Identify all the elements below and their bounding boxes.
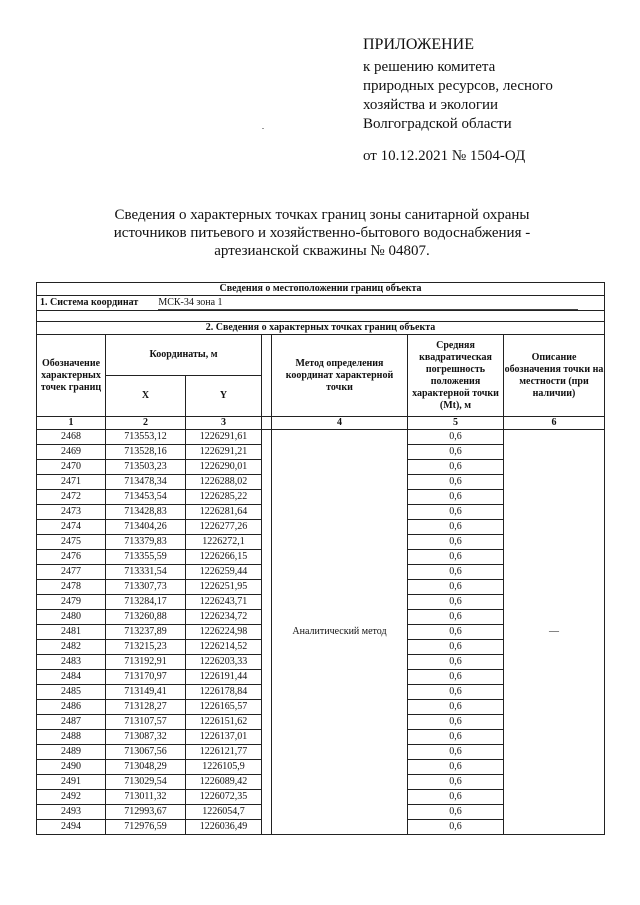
appendix-block bbox=[363, 35, 553, 134]
error-cell: 0,6 bbox=[408, 715, 504, 730]
error-cell: 0,6 bbox=[408, 760, 504, 775]
point-id-cell: 2477 bbox=[37, 565, 106, 580]
point-id-cell: 2474 bbox=[37, 520, 106, 535]
error-cell: 0,6 bbox=[408, 655, 504, 670]
error-cell: 0,6 bbox=[408, 805, 504, 820]
y-coord-cell: 1226089,42 bbox=[186, 775, 262, 790]
x-coord-cell: 713307,73 bbox=[106, 580, 186, 595]
description-cell: — bbox=[504, 430, 605, 835]
error-cell: 0,6 bbox=[408, 520, 504, 535]
x-coord-cell: 713553,12 bbox=[106, 430, 186, 445]
decision-date: от 10.12.2021 № 1504-ОД bbox=[363, 148, 526, 164]
x-coord-cell: 713528,16 bbox=[106, 445, 186, 460]
col-number: 4 bbox=[272, 417, 408, 430]
col-coords-header: Координаты, м bbox=[106, 335, 262, 376]
y-coord-cell: 1226121,77 bbox=[186, 745, 262, 760]
boundary-points-table bbox=[36, 282, 605, 835]
y-coord-cell: 1226214,52 bbox=[186, 640, 262, 655]
scan-speck bbox=[262, 128, 264, 129]
col-desc-header: Описание обозначения точки на местности (при наличии) bbox=[504, 335, 605, 417]
point-id-cell: 2480 bbox=[37, 610, 106, 625]
error-cell: 0,6 bbox=[408, 550, 504, 565]
point-id-cell: 2476 bbox=[37, 550, 106, 565]
error-cell: 0,6 bbox=[408, 460, 504, 475]
appendix-line: хозяйства и экологии bbox=[363, 97, 499, 113]
y-coord-cell: 1226105,9 bbox=[186, 760, 262, 775]
coord-system-row bbox=[37, 296, 605, 311]
x-coord-cell: 713503,23 bbox=[106, 460, 186, 475]
y-coord-cell: 1226266,15 bbox=[186, 550, 262, 565]
x-coord-cell: 713478,34 bbox=[106, 475, 186, 490]
error-cell: 0,6 bbox=[408, 820, 504, 835]
point-id-cell: 2470 bbox=[37, 460, 106, 475]
appendix-line: к решению комитета bbox=[363, 59, 496, 75]
point-id-cell: 2482 bbox=[37, 640, 106, 655]
x-coord-cell: 713260,88 bbox=[106, 610, 186, 625]
error-cell: 0,6 bbox=[408, 745, 504, 760]
y-coord-cell: 1226291,61 bbox=[186, 430, 262, 445]
y-coord-cell: 1226072,35 bbox=[186, 790, 262, 805]
y-coord-cell: 1226251,95 bbox=[186, 580, 262, 595]
y-coord-cell: 1226277,26 bbox=[186, 520, 262, 535]
x-coord-cell: 713149,41 bbox=[106, 685, 186, 700]
col-number: 2 bbox=[106, 417, 186, 430]
point-id-cell: 2479 bbox=[37, 595, 106, 610]
x-coord-cell: 713237,89 bbox=[106, 625, 186, 640]
point-id-cell: 2468 bbox=[37, 430, 106, 445]
y-coord-cell: 1226281,64 bbox=[186, 505, 262, 520]
x-coord-cell: 713453,54 bbox=[106, 490, 186, 505]
blank-row bbox=[37, 311, 605, 322]
point-id-cell: 2484 bbox=[37, 670, 106, 685]
point-id-cell: 2491 bbox=[37, 775, 106, 790]
error-cell: 0,6 bbox=[408, 535, 504, 550]
error-cell: 0,6 bbox=[408, 775, 504, 790]
point-id-cell: 2475 bbox=[37, 535, 106, 550]
appendix-title: ПРИЛОЖЕНИЕ bbox=[363, 36, 475, 53]
x-coord-cell: 713379,83 bbox=[106, 535, 186, 550]
y-coord-cell: 1226178,84 bbox=[186, 685, 262, 700]
col-x-header: X bbox=[106, 376, 186, 417]
error-cell: 0,6 bbox=[408, 700, 504, 715]
x-coord-cell: 713011,32 bbox=[106, 790, 186, 805]
table-row bbox=[37, 430, 605, 445]
point-id-cell: 2471 bbox=[37, 475, 106, 490]
point-id-cell: 2483 bbox=[37, 655, 106, 670]
x-coord-cell: 713355,59 bbox=[106, 550, 186, 565]
point-id-cell: 2486 bbox=[37, 700, 106, 715]
point-id-cell: 2488 bbox=[37, 730, 106, 745]
col-number: 6 bbox=[504, 417, 605, 430]
col-error-header: Средняя квадратическая погрешность положения характерной точки (Mt), м bbox=[408, 335, 504, 417]
error-cell: 0,6 bbox=[408, 475, 504, 490]
y-coord-cell: 1226137,01 bbox=[186, 730, 262, 745]
x-coord-cell: 713284,17 bbox=[106, 595, 186, 610]
x-coord-cell: 713087,32 bbox=[106, 730, 186, 745]
error-cell: 0,6 bbox=[408, 430, 504, 445]
point-id-cell: 2489 bbox=[37, 745, 106, 760]
point-id-cell: 2487 bbox=[37, 715, 106, 730]
point-id-cell: 2490 bbox=[37, 760, 106, 775]
error-cell: 0,6 bbox=[408, 625, 504, 640]
y-coord-cell: 1226151,62 bbox=[186, 715, 262, 730]
coord-system-label: 1. Система координат bbox=[40, 296, 139, 308]
y-coord-cell: 1226272,1 bbox=[186, 535, 262, 550]
x-coord-cell: 713404,26 bbox=[106, 520, 186, 535]
y-coord-cell: 1226243,71 bbox=[186, 595, 262, 610]
error-cell: 0,6 bbox=[408, 505, 504, 520]
y-coord-cell: 1226054,7 bbox=[186, 805, 262, 820]
error-cell: 0,6 bbox=[408, 610, 504, 625]
y-coord-cell: 1226165,57 bbox=[186, 700, 262, 715]
col-point-header: Обозначение характерных точек границ bbox=[37, 335, 106, 417]
error-cell: 0,6 bbox=[408, 790, 504, 805]
section2-header: 2. Сведения о характерных точках границ объекта bbox=[37, 322, 605, 335]
y-coord-cell: 1226291,21 bbox=[186, 445, 262, 460]
point-id-cell: 2493 bbox=[37, 805, 106, 820]
x-coord-cell: 713029,54 bbox=[106, 775, 186, 790]
error-cell: 0,6 bbox=[408, 595, 504, 610]
error-cell: 0,6 bbox=[408, 640, 504, 655]
x-coord-cell: 713192,91 bbox=[106, 655, 186, 670]
y-coord-cell: 1226036,49 bbox=[186, 820, 262, 835]
point-id-cell: 2494 bbox=[37, 820, 106, 835]
error-cell: 0,6 bbox=[408, 490, 504, 505]
point-id-cell: 2492 bbox=[37, 790, 106, 805]
y-coord-cell: 1226285,22 bbox=[186, 490, 262, 505]
y-coord-cell: 1226203,33 bbox=[186, 655, 262, 670]
y-coord-cell: 1226224,98 bbox=[186, 625, 262, 640]
error-cell: 0,6 bbox=[408, 445, 504, 460]
point-id-cell: 2485 bbox=[37, 685, 106, 700]
error-cell: 0,6 bbox=[408, 580, 504, 595]
error-cell: 0,6 bbox=[408, 670, 504, 685]
x-coord-cell: 712993,67 bbox=[106, 805, 186, 820]
error-cell: 0,6 bbox=[408, 730, 504, 745]
point-id-cell: 2473 bbox=[37, 505, 106, 520]
x-coord-cell: 713107,57 bbox=[106, 715, 186, 730]
col-number: 1 bbox=[37, 417, 106, 430]
x-coord-cell: 712976,59 bbox=[106, 820, 186, 835]
y-coord-cell: 1226191,44 bbox=[186, 670, 262, 685]
col-y-header: Y bbox=[186, 376, 262, 417]
error-cell: 0,6 bbox=[408, 685, 504, 700]
x-coord-cell: 713067,56 bbox=[106, 745, 186, 760]
x-coord-cell: 713428,83 bbox=[106, 505, 186, 520]
y-coord-cell: 1226290,01 bbox=[186, 460, 262, 475]
col-number: 3 bbox=[186, 417, 262, 430]
x-coord-cell: 713048,29 bbox=[106, 760, 186, 775]
section1-header: Сведения о местоположении границ объекта bbox=[37, 283, 605, 296]
error-cell: 0,6 bbox=[408, 565, 504, 580]
empty-column-cell bbox=[262, 430, 272, 835]
coord-system-value: МСК-34 зона 1 bbox=[158, 297, 578, 310]
point-id-cell: 2469 bbox=[37, 445, 106, 460]
point-id-cell: 2481 bbox=[37, 625, 106, 640]
y-coord-cell: 1226234,72 bbox=[186, 610, 262, 625]
point-id-cell: 2472 bbox=[37, 490, 106, 505]
empty-header-cell bbox=[262, 335, 272, 417]
col-number: 5 bbox=[408, 417, 504, 430]
appendix-line: природных ресурсов, лесного bbox=[363, 78, 553, 94]
x-coord-cell: 713128,27 bbox=[106, 700, 186, 715]
y-coord-cell: 1226288,02 bbox=[186, 475, 262, 490]
empty-number-cell bbox=[262, 417, 272, 430]
x-coord-cell: 713215,23 bbox=[106, 640, 186, 655]
col-method-header: Метод определения координат характерной точки bbox=[272, 335, 408, 417]
y-coord-cell: 1226259,44 bbox=[186, 565, 262, 580]
point-id-cell: 2478 bbox=[37, 580, 106, 595]
x-coord-cell: 713170,97 bbox=[106, 670, 186, 685]
appendix-line: Волгоградской области bbox=[363, 116, 512, 132]
x-coord-cell: 713331,54 bbox=[106, 565, 186, 580]
method-cell: Аналитический метод bbox=[272, 430, 408, 835]
document-title: Сведения о характерных точках границ зоны санитарной охраны источников питьевого и хозяйственно-бытового водоснабжения - артезианской скважины № 04807. bbox=[113, 207, 531, 259]
